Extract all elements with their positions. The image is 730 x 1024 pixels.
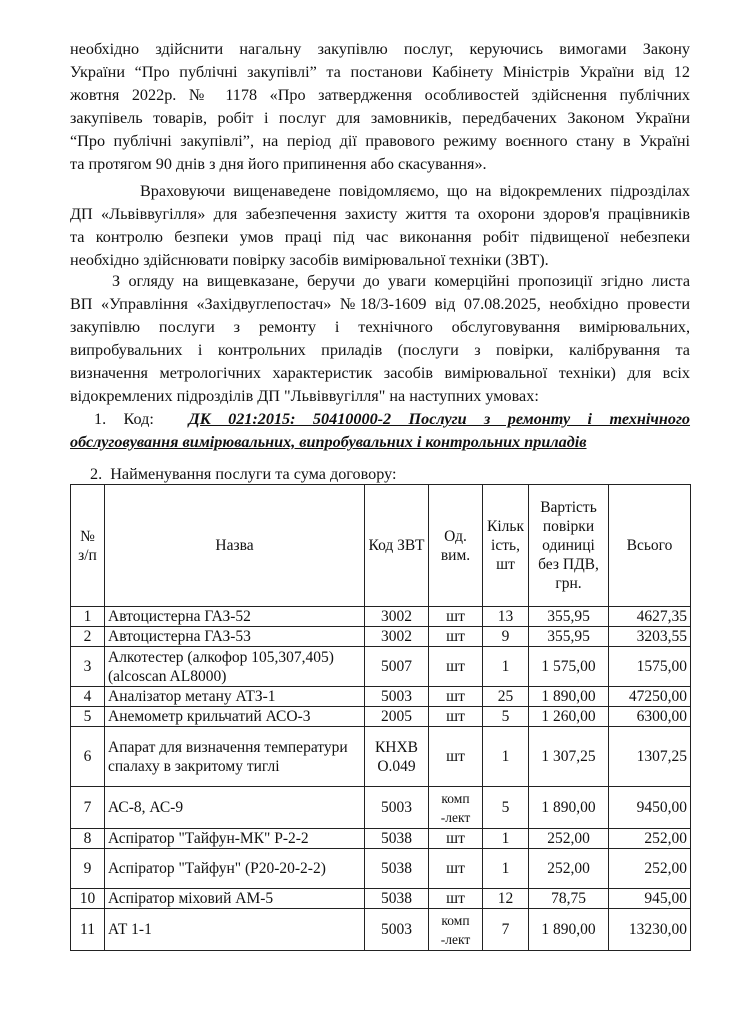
cell-name: Аспіратор міховий АМ-5 xyxy=(105,889,365,909)
text-line: та контролю безпеки умов праці під час виконання робіт підвищеної небезпеки xyxy=(70,228,690,246)
cell-num: 1 xyxy=(71,607,105,627)
table-row xyxy=(71,787,691,829)
cell-price: 355,95 xyxy=(529,607,609,627)
cell-code: 5003 xyxy=(365,909,429,951)
cell-num: 10 xyxy=(71,889,105,909)
item-2-heading xyxy=(90,464,397,484)
cell-name: Автоцистерна ГАЗ-53 xyxy=(105,627,365,647)
cell-num: 6 xyxy=(71,727,105,787)
cell-num: 11 xyxy=(71,909,105,951)
text-line: випробувальних і контрольних приладів (послуги з повірки, калібрування та xyxy=(70,341,690,359)
item-1-label: Код: xyxy=(123,410,154,428)
cell-code: 5038 xyxy=(365,849,429,889)
cell-price: 252,00 xyxy=(529,829,609,849)
table-row xyxy=(71,829,691,849)
cell-unit: комп -лект xyxy=(429,909,483,951)
services-table xyxy=(70,484,691,951)
cell-name: Аспіратор "Тайфун" (Р20-20-2-2) xyxy=(105,849,365,889)
text-line: З огляду на вищевказане, беручи до уваги комерційні пропозиції згідно листа xyxy=(112,272,690,290)
dk-code: ДК 021:2015: 50410000-2 Послуги з ремонту і технічного xyxy=(188,410,691,428)
cell-code: 3002 xyxy=(365,607,429,627)
text-line: закупівлю послуги з ремонту і технічного обслуговування вимірювальних, xyxy=(70,318,690,336)
cell-total: 1575,00 xyxy=(609,647,691,687)
cell-code: 3002 xyxy=(365,627,429,647)
header-unit: Од. вим. xyxy=(429,485,483,607)
cell-price: 78,75 xyxy=(529,889,609,909)
table-row xyxy=(71,889,691,909)
table-row xyxy=(71,707,691,727)
table-row xyxy=(71,627,691,647)
table-row xyxy=(71,647,691,687)
header-total: Всього xyxy=(609,485,691,607)
header-num: № з/п xyxy=(71,485,105,607)
cell-num: 3 xyxy=(71,647,105,687)
cell-unit: шт xyxy=(429,607,483,627)
cell-total: 252,00 xyxy=(609,849,691,889)
text-line: ДП «Львіввугілля» для забезпечення захисту життя та охорони здоров'я працівників xyxy=(70,205,690,223)
cell-unit: шт xyxy=(429,687,483,707)
cell-code: 5038 xyxy=(365,829,429,849)
text-line: Враховуючи вищенаведене повідомляємо, що на відокремлених підрозділах xyxy=(140,182,690,200)
cell-name: Апарат для визначення температури спалаху в закритому тиглі xyxy=(105,727,365,787)
cell-qty: 1 xyxy=(483,647,529,687)
header-price: Вартість повірки одиниці без ПДВ, грн. xyxy=(529,485,609,607)
text-line: необхідно здійснити нагальну закупівлю послуг, керуючись вимогами Закону xyxy=(70,40,690,58)
cell-qty: 13 xyxy=(483,607,529,627)
cell-price: 1 575,00 xyxy=(529,647,609,687)
cell-total: 9450,00 xyxy=(609,787,691,829)
cell-code: 5003 xyxy=(365,687,429,707)
text-line: жовтня 2022р. № 1178 «Про затвердження особливостей здійснення публічних xyxy=(70,86,690,104)
cell-num: 9 xyxy=(71,849,105,889)
cell-price: 355,95 xyxy=(529,627,609,647)
header-qty: Кільк ість, шт xyxy=(483,485,529,607)
text-line: України “Про публічні закупівлі” та постанови Кабінету Міністрів України від 12 xyxy=(70,63,690,81)
cell-unit: комп -лект xyxy=(429,787,483,829)
text-line: відокремлених підрозділів ДП "Львіввугілля" на наступних умовах: xyxy=(70,387,539,405)
cell-num: 8 xyxy=(71,829,105,849)
text-line: ВП «Управління «Західвуглепостач» №18/3-1609 від 07.08.2025, необхідно провести xyxy=(70,295,690,313)
table-row xyxy=(71,909,691,951)
cell-code: 2005 xyxy=(365,707,429,727)
cell-qty: 1 xyxy=(483,829,529,849)
cell-total: 3203,55 xyxy=(609,627,691,647)
cell-total: 6300,00 xyxy=(609,707,691,727)
dk-code-line-2: обслуговування вимірювальних, випробувальних і контрольних приладів xyxy=(70,433,587,451)
paragraph-2 xyxy=(70,180,690,272)
cell-price: 1 890,00 xyxy=(529,909,609,951)
text-line: та протягом 90 днів з дня його припинення або скасування». xyxy=(70,155,487,173)
cell-name: Аспіратор "Тайфун-МК" Р-2-2 xyxy=(105,829,365,849)
cell-qty: 5 xyxy=(483,787,529,829)
table-row xyxy=(71,687,691,707)
text-line: необхідно здійснювати повірку засобів вимірювальної техніки (ЗВТ). xyxy=(70,251,549,269)
cell-qty: 1 xyxy=(483,727,529,787)
item-1-code xyxy=(70,408,690,454)
cell-name: Алкотестер (алкофор 105,307,405) (alcoscan AL8000) xyxy=(105,647,365,687)
cell-code: 5007 xyxy=(365,647,429,687)
cell-unit: шт xyxy=(429,647,483,687)
cell-unit: шт xyxy=(429,727,483,787)
cell-unit: шт xyxy=(429,849,483,889)
cell-total: 4627,35 xyxy=(609,607,691,627)
text-line: визначення метрологічних характеристик засобів вимірювальної техніки) для всіх xyxy=(70,364,690,382)
cell-total: 945,00 xyxy=(609,889,691,909)
cell-price: 1 890,00 xyxy=(529,687,609,707)
cell-qty: 7 xyxy=(483,909,529,951)
cell-price: 1 260,00 xyxy=(529,707,609,727)
item-2-text: Найменування послуги та сума договору: xyxy=(110,465,397,483)
table-header-row xyxy=(71,485,691,607)
header-name: Назва xyxy=(105,485,365,607)
cell-price: 252,00 xyxy=(529,849,609,889)
cell-unit: шт xyxy=(429,707,483,727)
cell-total: 47250,00 xyxy=(609,687,691,707)
table-row xyxy=(71,607,691,627)
table-row xyxy=(71,849,691,889)
cell-price: 1 307,25 xyxy=(529,727,609,787)
cell-total: 13230,00 xyxy=(609,909,691,951)
cell-qty: 5 xyxy=(483,707,529,727)
cell-unit: шт xyxy=(429,829,483,849)
text-line: “Про публічні закупівлі”, на період дії правового режиму воєнного стану в Україні xyxy=(70,132,690,150)
cell-num: 7 xyxy=(71,787,105,829)
cell-qty: 12 xyxy=(483,889,529,909)
cell-name: Аналізатор метану АТЗ-1 xyxy=(105,687,365,707)
text-line: закупівель товарів, робіт і послуг для замовників, передбачених Законом України xyxy=(70,109,690,127)
paragraph-3 xyxy=(70,270,690,408)
cell-unit: шт xyxy=(429,627,483,647)
item-1-number: 1. xyxy=(94,410,107,428)
cell-total: 252,00 xyxy=(609,829,691,849)
cell-total: 1307,25 xyxy=(609,727,691,787)
cell-name: АС-8, АС-9 xyxy=(105,787,365,829)
cell-unit: шт xyxy=(429,889,483,909)
cell-qty: 25 xyxy=(483,687,529,707)
cell-code: 5003 xyxy=(365,787,429,829)
cell-code: 5038 xyxy=(365,889,429,909)
cell-price: 1 890,00 xyxy=(529,787,609,829)
item-1-line-1 xyxy=(70,408,690,431)
cell-name: Анемометр крильчатий АСО-3 xyxy=(105,707,365,727)
cell-num: 2 xyxy=(71,627,105,647)
table-row xyxy=(71,727,691,787)
cell-num: 5 xyxy=(71,707,105,727)
cell-qty: 1 xyxy=(483,849,529,889)
item-2-number: 2. xyxy=(90,465,103,483)
cell-num: 4 xyxy=(71,687,105,707)
paragraph-1 xyxy=(70,38,690,176)
cell-name: АТ 1-1 xyxy=(105,909,365,951)
cell-code: КНХВ О.049 xyxy=(365,727,429,787)
cell-qty: 9 xyxy=(483,627,529,647)
header-code: Код ЗВТ xyxy=(365,485,429,607)
cell-name: Автоцистерна ГАЗ-52 xyxy=(105,607,365,627)
